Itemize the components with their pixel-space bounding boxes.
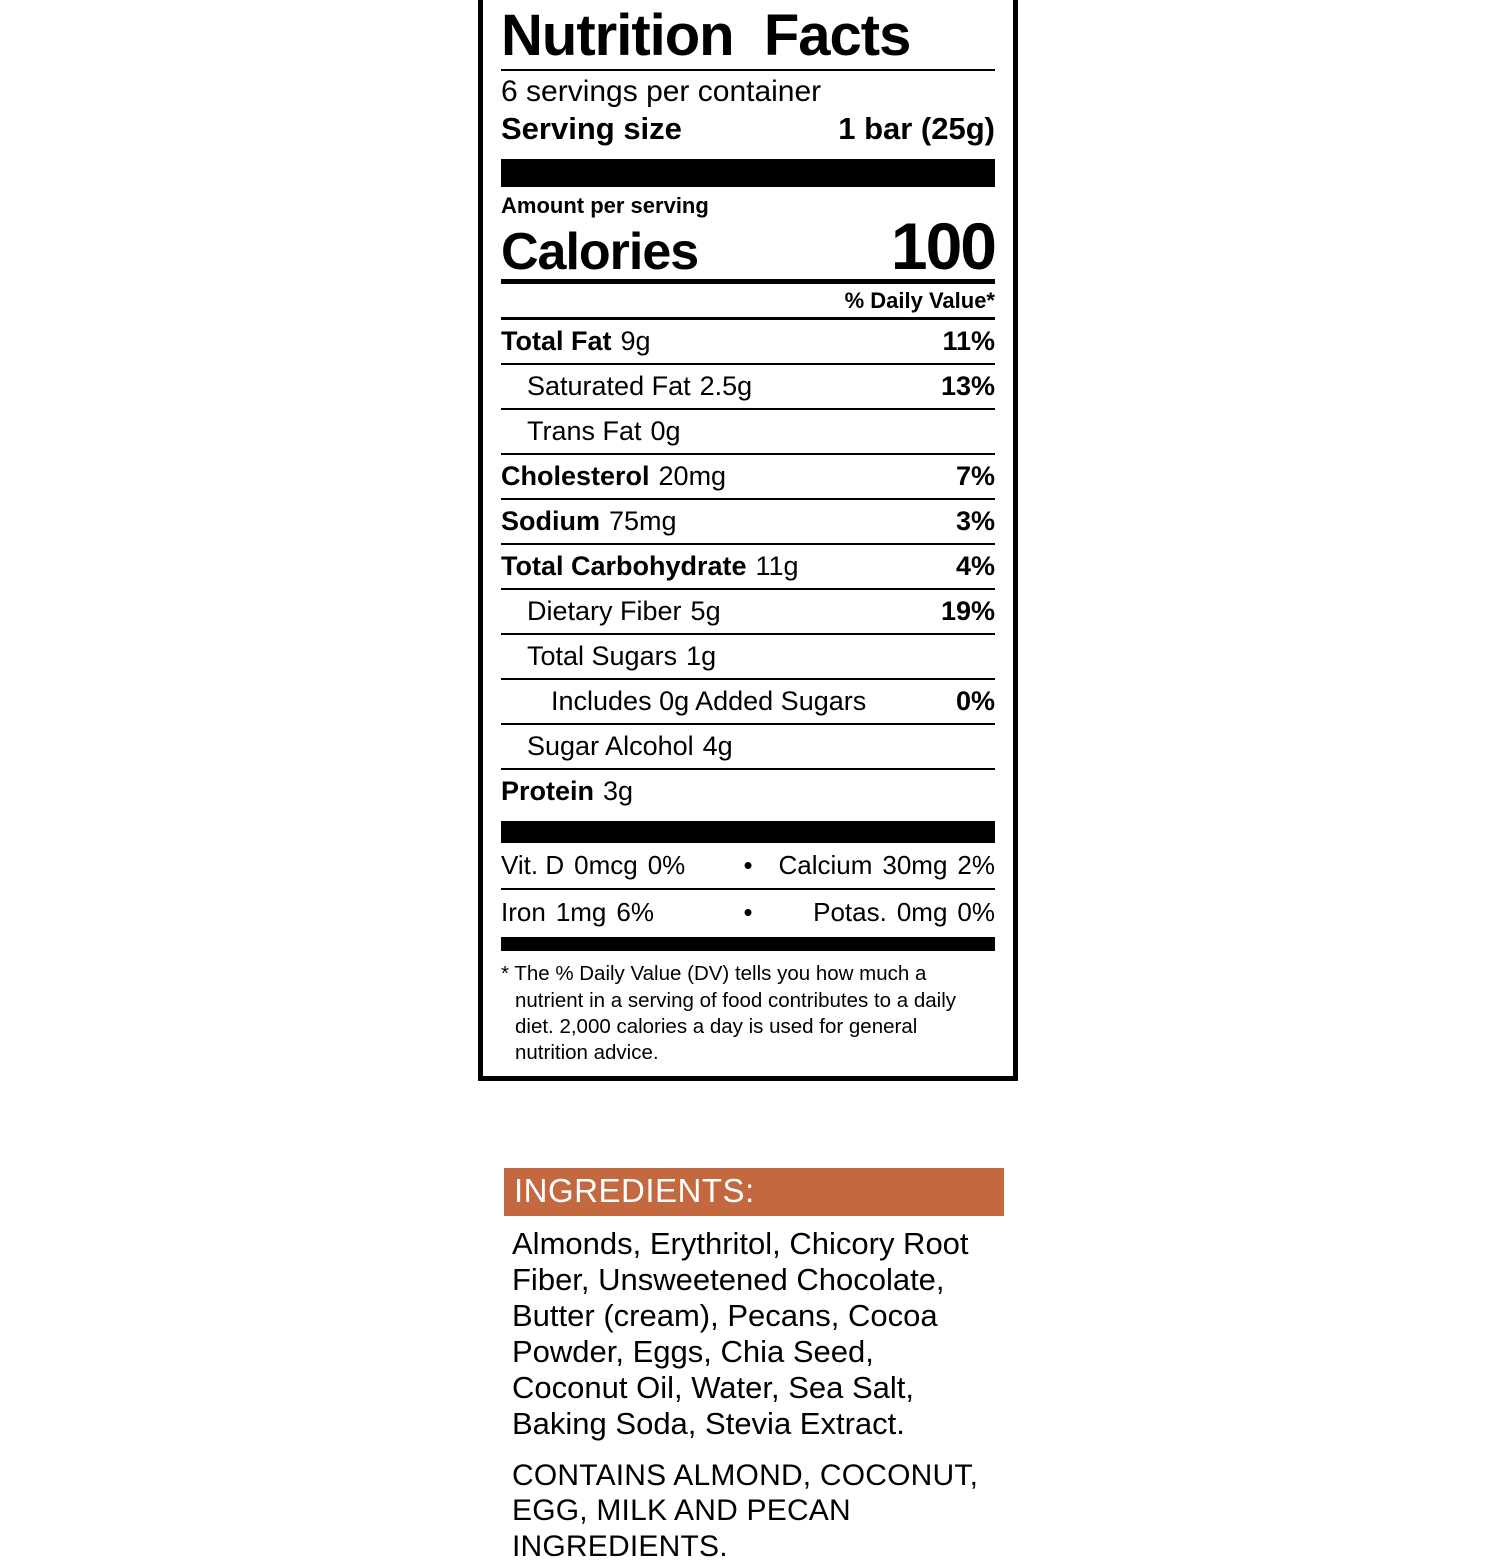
vitamin-name: Calcium [778,850,873,881]
table-row [501,408,995,453]
calories-row [501,209,995,284]
serving-size-row [501,109,995,153]
vitamin-dv: 0% [647,850,686,881]
ingredients-list: Almonds, Erythritol, Chicory Root Fiber, Unsweetened Chocolate, Butter (cream), Pecans, Cocoa Powder, Eggs, Chia Seed, Coconut Oil, Water, Sea Salt, Baking Soda, Stevia Extract. [512,1226,969,1441]
nutrient-amount: 0g [650,416,681,447]
allergen-statement: CONTAINS ALMOND, COCONUT, EGG, MILK AND PECAN INGREDIENTS. [512,1458,979,1563]
nutrient-dv: 3% [955,506,995,537]
nutrient-amount: 11g [755,551,799,582]
nutrient-amount: 1g [686,641,717,672]
table-row [501,588,995,633]
nutrient-dv: 11% [942,326,995,357]
vitamin-dv: 2% [957,850,995,881]
nutrient-amount: 4g [702,731,733,762]
vitamin-amount: 0mcg [574,850,638,881]
nutrient-dv: 13% [940,371,995,402]
nutrient-name: Sodium [501,506,600,537]
ingredients-header: INGREDIENTS: [504,1168,1004,1216]
nutrient-name: Trans Fat [527,416,642,447]
nutrient-name: Includes 0g Added Sugars [551,686,867,717]
nutrient-name: Protein [501,776,595,807]
table-row [501,768,995,813]
table-row [501,498,995,543]
table-row [501,363,995,408]
table-row [501,453,995,498]
nutrient-dv: 0% [955,686,995,717]
vitamin-amount: 1mg [555,897,607,928]
vitamin-dv: 0% [957,897,995,928]
nutrient-name: Sugar Alcohol [527,731,694,762]
nutrient-amount: 2.5g [699,371,753,402]
daily-value-header: % Daily Value* [844,288,995,314]
nutrient-amount: 75mg [609,506,677,537]
table-row [501,633,995,678]
nutrient-dv: 4% [955,551,995,582]
table-row [501,317,995,363]
bullet-separator-icon: • [743,897,753,928]
calories-label: Calories [501,222,699,281]
table-row [501,543,995,588]
vitamin-name: Vit. D [501,850,565,881]
nutrient-name: Total Sugars [527,641,678,672]
vitamin-name: Iron [501,897,546,928]
nutrition-facts-panel [478,0,1018,1081]
nutrient-name: Total Carbohydrate [501,551,747,582]
vitamin-amount: 0mg [896,897,948,928]
nutrient-amount: 20mg [658,461,727,492]
nutrient-amount: 9g [620,326,651,357]
nutrient-amount: 5g [690,596,721,627]
vitamin-amount: 30mg [882,850,948,881]
serving-size-label: Serving size [501,111,682,147]
daily-value-footnote: * The % Daily Value (DV) tells you how much a nutrient in a serving of food contributes to a daily diet. 2,000 calories a day is used for general nutrition advice. [501,962,957,1065]
page-title: Nutrition Facts [501,3,911,68]
amount-per-serving-label: Amount per serving [501,193,709,219]
nutrient-amount: 3g [603,776,634,807]
nutrient-dv: 7% [955,461,995,492]
nutrient-name: Total Fat [501,326,612,357]
table-row [501,843,995,888]
vitamin-dv: 6% [616,897,654,928]
serving-size-value: 1 bar (25g) [838,111,995,147]
vitamin-name: Potas. [813,897,887,928]
nutrient-name: Dietary Fiber [527,596,682,627]
servings-per-container: 6 servings per container [501,74,822,108]
table-row [501,678,995,723]
nutrient-name: Saturated Fat [527,371,691,402]
table-row [501,888,995,935]
divider-thick-vitamins [501,821,995,843]
ingredients-section [504,1168,1004,1564]
divider-thick-calories [501,159,995,187]
calories-value: 100 [890,209,995,284]
bullet-separator-icon: • [743,850,753,881]
table-row [501,723,995,768]
nutrient-name: Cholesterol [501,461,650,492]
footnote-section [501,937,995,1066]
nutrient-dv: 19% [940,596,995,627]
